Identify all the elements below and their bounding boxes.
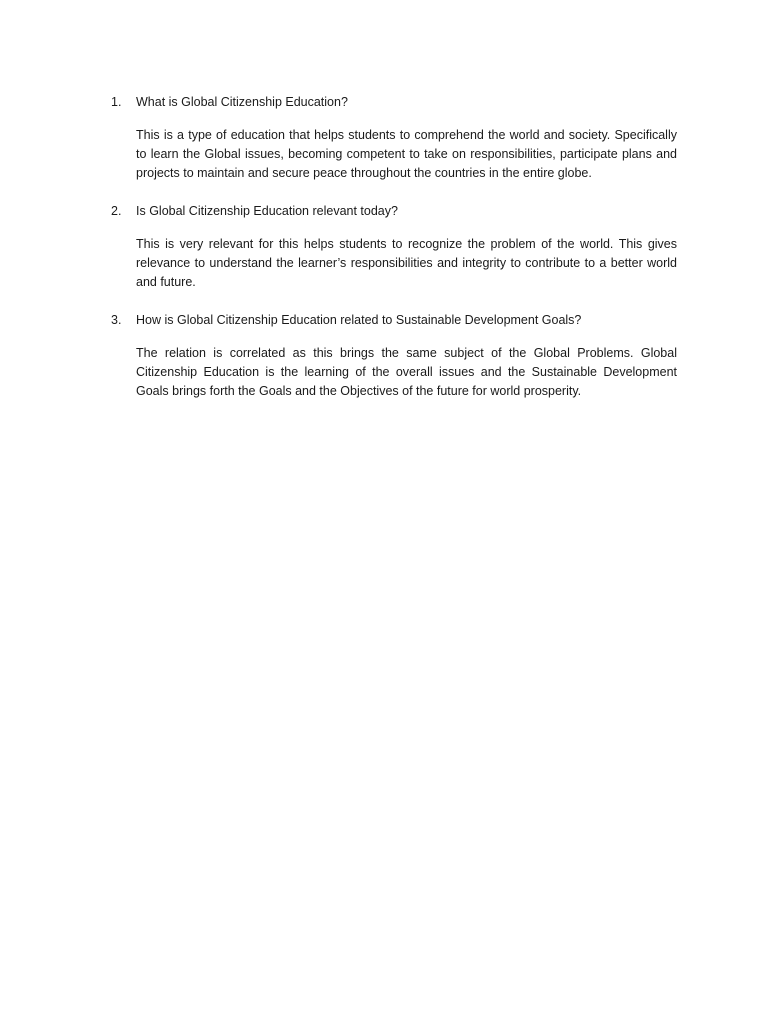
question-1 [111, 93, 677, 112]
qa-item-1 [111, 93, 677, 183]
question-text: Is Global Citizenship Education relevant today? [136, 204, 398, 218]
qa-item-3 [111, 311, 677, 401]
qa-item-2 [111, 202, 677, 292]
question-3 [111, 311, 677, 330]
question-2 [111, 202, 677, 221]
answer-3: The relation is correlated as this brings the same subject of the Global Problems. Global Citizenship Education is the learning of the overall issues and the Sustainable Development Goals brings forth the Goals and the Objectives of the future for world prosperity. [136, 346, 677, 398]
question-number: 1. [111, 95, 122, 109]
answer-1: This is a type of education that helps students to comprehend the world and society. Specifically to learn the Global issues, becoming competent to take on responsibilities, participate plans and projects to maintain and secure peace throughout the countries in the entire globe. [136, 128, 677, 180]
question-answer-list [111, 93, 677, 420]
question-text: What is Global Citizenship Education? [136, 95, 348, 109]
answer-2: This is very relevant for this helps students to recognize the problem of the world. This gives relevance to understand the learner’s responsibilities and integrity to contribute to a better world and future. [136, 237, 677, 289]
question-number: 3. [111, 313, 122, 327]
question-number: 2. [111, 204, 122, 218]
question-text: How is Global Citizenship Education related to Sustainable Development Goals? [136, 313, 582, 327]
